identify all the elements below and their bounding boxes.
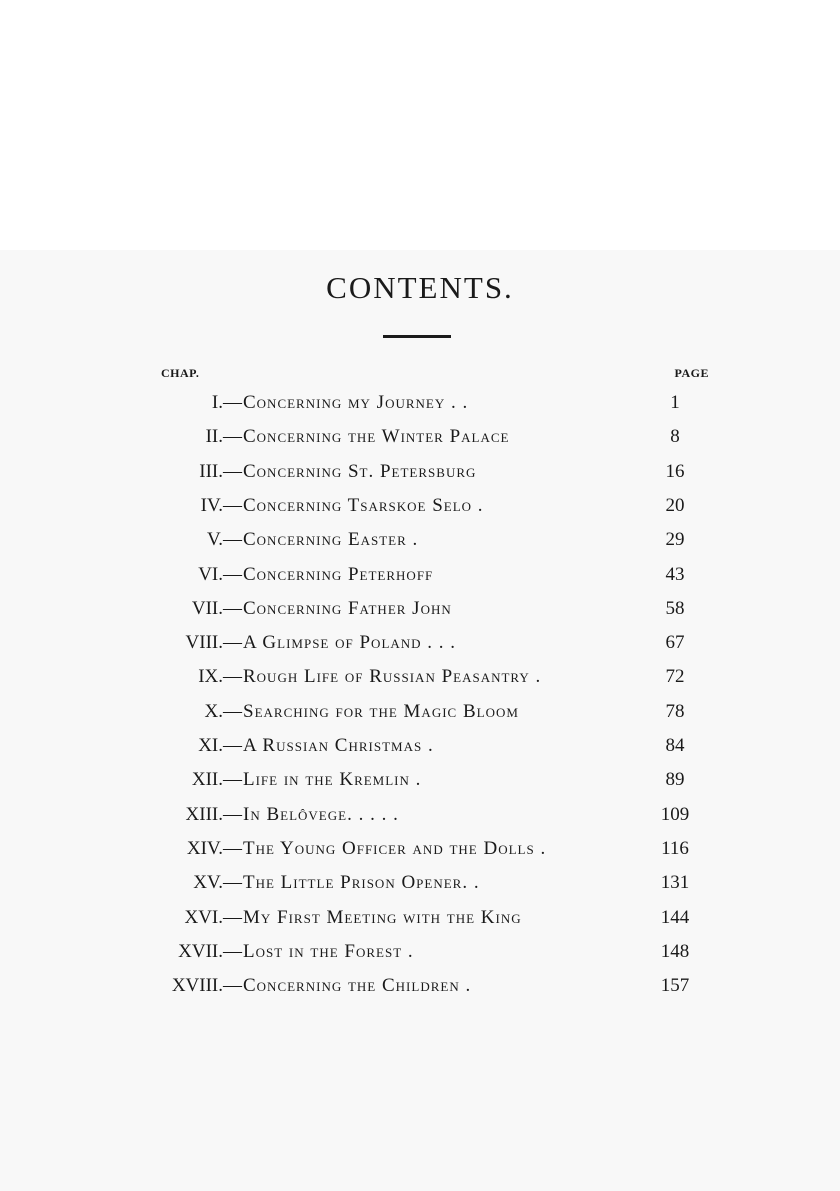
chapter-dash: — [223,872,242,894]
chapter-number: XVIII. [171,975,223,997]
chapter-title: Searching for the Magic Bloom [243,700,519,722]
chapter-dash: — [223,735,242,756]
toc-entry [0,701,840,733]
page-number: 58 [665,597,685,619]
toc-entry [0,872,840,904]
chapter-dash: — [223,906,242,928]
toc-entry [0,529,840,561]
chapter-number: XVI. [184,906,223,928]
chapter-number: XI. [198,735,223,756]
title-rule [383,335,451,338]
toc-entry [0,769,840,801]
toc-entry [0,632,840,664]
page-number: 29 [665,529,685,551]
chapter-dash: — [223,975,242,997]
chapter-number: XII. [191,769,223,791]
chapter-title: Concerning Easter . [243,529,419,551]
toc-entry [0,838,840,870]
page-number: 78 [665,700,685,722]
chapter-number: XIII. [185,803,223,825]
chapter-number: IV. [200,494,223,516]
chapter-title: Concerning Peterhoff [243,563,434,585]
chapter-dash: — [223,837,242,859]
chapter-title: A Glimpse of Poland . . . [243,632,457,654]
chapter-number: VI. [198,563,223,585]
chapter-title: A Russian Christmas . [243,735,434,756]
page-number: 148 [660,940,690,962]
chapter-dash: — [223,529,242,551]
chapter-title: Rough Life of Russian Peasantry . [243,666,542,688]
chapter-number: III. [199,460,223,482]
chapter-number: VII. [191,597,223,619]
toc-entry [0,426,840,458]
page-column-header: PAGE [674,366,709,380]
chapter-number: XVII. [178,940,223,962]
page-number: 144 [660,906,690,928]
chapter-dash: — [223,426,242,448]
chapter-dash: — [223,700,242,722]
chapter-title: Concerning Tsarskoe Selo . [243,494,484,516]
chapter-dash: — [223,940,242,962]
chapter-dash: — [223,769,242,791]
toc-entry [0,735,840,767]
page-title: CONTENTS. [326,270,514,305]
page-number: 67 [665,632,685,654]
chapter-title: Life in the Kremlin . [243,769,422,791]
chapter-dash: — [223,597,242,619]
chapter-title: My First Meeting with the King [243,906,522,928]
page-number: 116 [661,837,689,859]
chapter-title: The Young Officer and the Dolls . [243,837,547,859]
page-number: 8 [670,426,680,448]
chapter-title: Concerning the Winter Palace [243,426,510,448]
chapter-dash: — [223,563,242,585]
chapter-title: Concerning Father John [243,597,452,619]
toc-entry [0,564,840,596]
chapter-number: II. [205,426,223,448]
page-number: 109 [660,803,690,825]
page-number: 43 [665,563,685,585]
chapter-dash: — [223,666,242,688]
chapter-title: The Little Prison Opener. . [243,872,480,894]
chapter-number: X. [204,700,223,722]
chapter-number: IX. [198,666,223,688]
chapter-number: VIII. [185,632,223,654]
toc-entry [0,907,840,939]
chapter-number: XV. [193,872,223,894]
page-number: 72 [665,666,685,688]
page-number: 131 [660,872,690,894]
page-number: 20 [665,494,685,516]
chapter-title: In Belôvege. . . . . [243,803,399,825]
chapter-title: Lost in the Forest . [243,940,414,962]
page-number: 16 [665,460,685,482]
chapter-dash: — [223,494,242,516]
chapter-title: Concerning the Children . [243,975,472,997]
chapter-number: I. [211,392,223,413]
chapter-title: Concerning my Journey . . [243,392,469,413]
chapter-dash: — [223,460,242,482]
chapter-column-header: CHAP. [161,366,200,380]
toc-entry [0,666,840,698]
toc-entry [0,941,840,973]
page-number: 157 [660,975,690,997]
chapter-title: Concerning St. Petersburg [243,460,477,482]
chapter-number: V. [206,529,223,551]
toc-entry [0,495,840,527]
toc-entry [0,598,840,630]
toc-entry [0,804,840,836]
chapter-number: XIV. [186,837,223,859]
chapter-dash: — [223,632,242,654]
page-number: 1 [670,392,680,413]
toc-entry [0,461,840,493]
chapter-dash: — [223,392,242,413]
toc-entry [0,392,840,424]
toc-entry [0,975,840,1007]
page-number: 84 [665,735,685,756]
page-number: 89 [665,769,685,791]
chapter-dash: — [223,803,242,825]
